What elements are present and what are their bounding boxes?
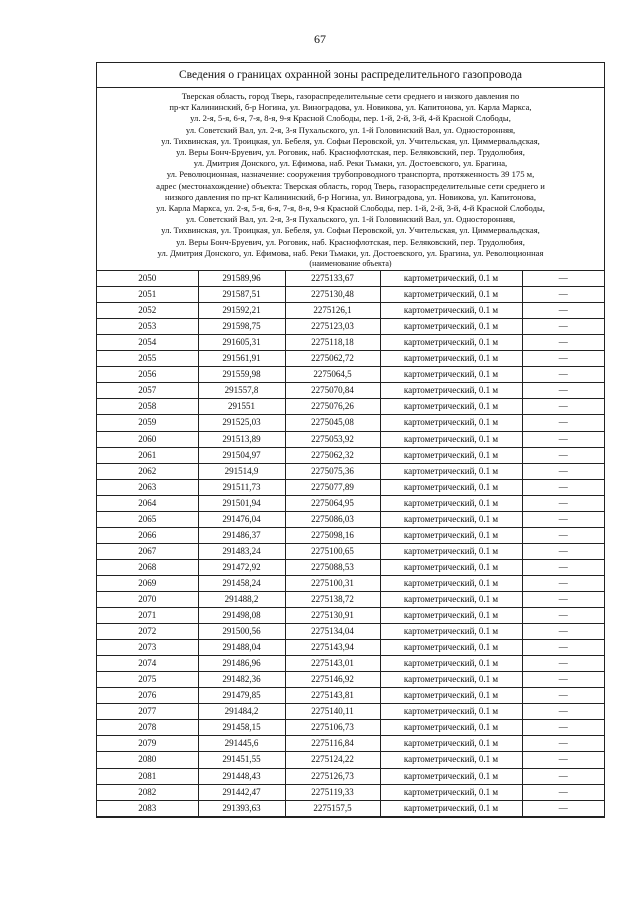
- method-cell: картометрический, 0.1 м: [380, 575, 522, 591]
- point-number-cell: 2061: [97, 447, 198, 463]
- y-coordinate-cell: 2275116,84: [285, 736, 380, 752]
- point-number-cell: 2056: [97, 367, 198, 383]
- method-cell: картометрический, 0.1 м: [380, 527, 522, 543]
- x-coordinate-cell: 291445,6: [198, 736, 285, 752]
- point-number-cell: 2064: [97, 495, 198, 511]
- method-cell: картометрический, 0.1 м: [380, 351, 522, 367]
- description-cell: —: [522, 608, 604, 624]
- x-coordinate-cell: 291472,92: [198, 559, 285, 575]
- y-coordinate-cell: 2275070,84: [285, 383, 380, 399]
- point-number-cell: 2062: [97, 463, 198, 479]
- point-number-cell: 2051: [97, 287, 198, 303]
- x-coordinate-cell: 291504,97: [198, 447, 285, 463]
- y-coordinate-cell: 2275123,03: [285, 319, 380, 335]
- point-number-cell: 2077: [97, 704, 198, 720]
- y-coordinate-cell: 2275134,04: [285, 624, 380, 640]
- method-cell: картометрический, 0.1 м: [380, 800, 522, 816]
- point-number-cell: 2072: [97, 624, 198, 640]
- description-cell: —: [522, 800, 604, 816]
- y-coordinate-cell: 2275100,31: [285, 575, 380, 591]
- x-coordinate-cell: 291483,24: [198, 543, 285, 559]
- point-number-cell: 2052: [97, 303, 198, 319]
- x-coordinate-cell: 291488,04: [198, 640, 285, 656]
- point-number-cell: 2076: [97, 688, 198, 704]
- y-coordinate-cell: 2275086,03: [285, 511, 380, 527]
- y-coordinate-cell: 2275140,11: [285, 704, 380, 720]
- description-cell: —: [522, 415, 604, 431]
- description-cell: —: [522, 463, 604, 479]
- point-number-cell: 2066: [97, 527, 198, 543]
- method-cell: картометрический, 0.1 м: [380, 431, 522, 447]
- method-cell: картометрический, 0.1 м: [380, 367, 522, 383]
- point-number-cell: 2079: [97, 736, 198, 752]
- method-cell: картометрический, 0.1 м: [380, 720, 522, 736]
- y-coordinate-cell: 2275100,65: [285, 543, 380, 559]
- table-row: [97, 511, 604, 527]
- description-cell: —: [522, 351, 604, 367]
- method-cell: картометрический, 0.1 м: [380, 656, 522, 672]
- coordinates-table: [97, 271, 604, 817]
- description-cell: —: [522, 527, 604, 543]
- point-number-cell: 2075: [97, 672, 198, 688]
- table-row: [97, 688, 604, 704]
- x-coordinate-cell: 291486,96: [198, 656, 285, 672]
- y-coordinate-cell: 2275045,08: [285, 415, 380, 431]
- method-cell: картометрический, 0.1 м: [380, 736, 522, 752]
- point-number-cell: 2067: [97, 543, 198, 559]
- x-coordinate-cell: 291513,89: [198, 431, 285, 447]
- table-row: [97, 351, 604, 367]
- x-coordinate-cell: 291551: [198, 399, 285, 415]
- table-row: [97, 303, 604, 319]
- point-number-cell: 2073: [97, 640, 198, 656]
- x-coordinate-cell: 291511,73: [198, 479, 285, 495]
- description-line: Тверская область, город Тверь, газораспределительные сети среднего и низкого давления по: [181, 91, 520, 101]
- description-line: низкого давления по пр-кт Калининский, б-р Ногина, ул. Виноградова, ул. Новикова, ул. Капитонова,: [165, 191, 536, 202]
- method-cell: картометрический, 0.1 м: [380, 624, 522, 640]
- y-coordinate-cell: 2275076,26: [285, 399, 380, 415]
- point-number-cell: 2050: [97, 271, 198, 287]
- point-number-cell: 2083: [97, 800, 198, 816]
- table-row: [97, 591, 604, 607]
- description-cell: —: [522, 495, 604, 511]
- y-coordinate-cell: 2275119,33: [285, 784, 380, 800]
- table-row: [97, 431, 604, 447]
- point-number-cell: 2069: [97, 575, 198, 591]
- y-coordinate-cell: 2275088,53: [285, 559, 380, 575]
- y-coordinate-cell: 2275053,92: [285, 431, 380, 447]
- table-row: [97, 479, 604, 495]
- table-row: [97, 672, 604, 688]
- y-coordinate-cell: 2275062,32: [285, 447, 380, 463]
- coordinates-table-body: [97, 271, 604, 816]
- description-cell: —: [522, 624, 604, 640]
- description-line: ул. Советский Вал, ул. 2-я, 3-я Пухальского, ул. 1-й Головинский Вал, ул. Односторонняя,: [185, 214, 516, 225]
- y-coordinate-cell: 2275126,73: [285, 768, 380, 784]
- description-cell: —: [522, 688, 604, 704]
- method-cell: картометрический, 0.1 м: [380, 543, 522, 559]
- x-coordinate-cell: 291557,8: [198, 383, 285, 399]
- table-row: [97, 287, 604, 303]
- x-coordinate-cell: 291479,85: [198, 688, 285, 704]
- table-row: [97, 608, 604, 624]
- description-line: ул. Дмитрия Донского, ул. Ефимова, наб. Реки Тьмаки, ул. Достоевского, ул. Брагина,: [193, 158, 508, 169]
- table-row: [97, 720, 604, 736]
- y-coordinate-cell: 2275143,01: [285, 656, 380, 672]
- method-cell: картометрический, 0.1 м: [380, 383, 522, 399]
- description-cell: —: [522, 704, 604, 720]
- point-number-cell: 2060: [97, 431, 198, 447]
- method-cell: картометрический, 0.1 м: [380, 768, 522, 784]
- table-row: [97, 383, 604, 399]
- point-number-cell: 2059: [97, 415, 198, 431]
- table-row: [97, 768, 604, 784]
- x-coordinate-cell: 291598,75: [198, 319, 285, 335]
- y-coordinate-cell: 2275143,81: [285, 688, 380, 704]
- object-name-caption: (наименование объекта): [309, 259, 392, 269]
- table-row: [97, 736, 604, 752]
- x-coordinate-cell: 291393,63: [198, 800, 285, 816]
- point-number-cell: 2078: [97, 720, 198, 736]
- y-coordinate-cell: 2275126,1: [285, 303, 380, 319]
- description-line: ул. Карла Маркса, ул. 2-я, 5-я, 6-я, 7-я, 8-я, 9-я Красной Слободы, пер. 1-й, 2-й, 3-й, 4-й Красной Слободы,: [156, 203, 545, 214]
- description-line: ул. Советский Вал, ул. 2-я, 3-я Пухальского, ул. 1-й Головинский Вал, ул. Односторонняя,: [185, 124, 516, 135]
- point-number-cell: 2063: [97, 479, 198, 495]
- description-cell: —: [522, 399, 604, 415]
- x-coordinate-cell: 291476,04: [198, 511, 285, 527]
- boundary-document: [96, 62, 605, 818]
- y-coordinate-cell: 2275124,22: [285, 752, 380, 768]
- description-cell: —: [522, 752, 604, 768]
- table-row: [97, 335, 604, 351]
- x-coordinate-cell: 291488,2: [198, 591, 285, 607]
- table-row: [97, 559, 604, 575]
- point-number-cell: 2053: [97, 319, 198, 335]
- y-coordinate-cell: 2275098,16: [285, 527, 380, 543]
- method-cell: картометрический, 0.1 м: [380, 287, 522, 303]
- y-coordinate-cell: 2275062,72: [285, 351, 380, 367]
- table-row: [97, 463, 604, 479]
- description-cell: —: [522, 447, 604, 463]
- point-number-cell: 2080: [97, 752, 198, 768]
- table-row: [97, 495, 604, 511]
- table-row: [97, 527, 604, 543]
- point-number-cell: 2065: [97, 511, 198, 527]
- x-coordinate-cell: 291525,03: [198, 415, 285, 431]
- method-cell: картометрический, 0.1 м: [380, 271, 522, 287]
- method-cell: картометрический, 0.1 м: [380, 415, 522, 431]
- x-coordinate-cell: 291589,96: [198, 271, 285, 287]
- y-coordinate-cell: 2275064,5: [285, 367, 380, 383]
- x-coordinate-cell: 291587,51: [198, 287, 285, 303]
- point-number-cell: 2057: [97, 383, 198, 399]
- page-number: 67: [314, 32, 326, 46]
- y-coordinate-cell: 2275064,95: [285, 495, 380, 511]
- x-coordinate-cell: 291482,36: [198, 672, 285, 688]
- description-cell: —: [522, 720, 604, 736]
- point-number-cell: 2074: [97, 656, 198, 672]
- description-cell: —: [522, 287, 604, 303]
- x-coordinate-cell: 291484,2: [198, 704, 285, 720]
- description-line: ул. Революционная, назначение: сооружения трубопроводного транспорта, протяженность 39 175 м,: [166, 169, 535, 180]
- table-row: [97, 704, 604, 720]
- table-row: [97, 656, 604, 672]
- description-line: адрес (местонахождение) объекта: Тверская область, город Тверь, газораспределительные сети среднего и: [156, 180, 545, 191]
- description-cell: —: [522, 575, 604, 591]
- method-cell: картометрический, 0.1 м: [380, 447, 522, 463]
- method-cell: картометрический, 0.1 м: [380, 591, 522, 607]
- method-cell: картометрический, 0.1 м: [380, 479, 522, 495]
- method-cell: картометрический, 0.1 м: [380, 704, 522, 720]
- method-cell: картометрический, 0.1 м: [380, 784, 522, 800]
- object-description: [97, 88, 604, 271]
- description-cell: —: [522, 736, 604, 752]
- table-row: [97, 800, 604, 816]
- y-coordinate-cell: 2275130,48: [285, 287, 380, 303]
- description-line: ул. Веры Бонч-Бруевич, ул. Роговик, наб. Краснофлотская, пер. Беляковский, пер. Трудолюбия,: [176, 236, 525, 247]
- description-line: пр-кт Калининский, б-р Ногина, ул. Виноградова, ул. Новикова, ул. Капитонова, ул. Карла Маркса,: [169, 102, 532, 113]
- x-coordinate-cell: 291561,91: [198, 351, 285, 367]
- description-cell: —: [522, 431, 604, 447]
- table-row: [97, 575, 604, 591]
- point-number-cell: 2081: [97, 768, 198, 784]
- description-cell: —: [522, 559, 604, 575]
- y-coordinate-cell: 2275146,92: [285, 672, 380, 688]
- method-cell: картометрический, 0.1 м: [380, 640, 522, 656]
- point-number-cell: 2082: [97, 784, 198, 800]
- y-coordinate-cell: 2275130,91: [285, 608, 380, 624]
- y-coordinate-cell: 2275106,73: [285, 720, 380, 736]
- x-coordinate-cell: 291486,37: [198, 527, 285, 543]
- document-title: Сведения о границах охранной зоны распределительного газопровода: [97, 63, 604, 88]
- description-cell: —: [522, 543, 604, 559]
- y-coordinate-cell: 2275133,67: [285, 271, 380, 287]
- table-row: [97, 447, 604, 463]
- point-number-cell: 2058: [97, 399, 198, 415]
- method-cell: картометрический, 0.1 м: [380, 399, 522, 415]
- method-cell: картометрический, 0.1 м: [380, 319, 522, 335]
- description-cell: —: [522, 591, 604, 607]
- description-line: ул. 2-я, 5-я, 6-я, 7-я, 8-я, 9-я Красной Слободы, пер. 1-й, 2-й, 3-й, 4-й Красной Слободы,: [190, 113, 511, 124]
- table-row: [97, 367, 604, 383]
- x-coordinate-cell: 291448,43: [198, 768, 285, 784]
- method-cell: картометрический, 0.1 м: [380, 495, 522, 511]
- description-line: ул. Дмитрия Донского, ул. Ефимова, наб. Реки Тьмаки, ул. Достоевского, ул. Брагина, ул. Революционная: [157, 247, 544, 258]
- point-number-cell: 2071: [97, 608, 198, 624]
- method-cell: картометрический, 0.1 м: [380, 463, 522, 479]
- table-row: [97, 399, 604, 415]
- description-line: ул. Тихвинская, ул. Троицкая, ул. Бебеля, ул. Софьи Перовской, ул. Учительская, ул. Циммервальдская,: [161, 135, 540, 146]
- x-coordinate-cell: 291605,31: [198, 335, 285, 351]
- method-cell: картометрический, 0.1 м: [380, 559, 522, 575]
- x-coordinate-cell: 291498,08: [198, 608, 285, 624]
- description-cell: —: [522, 672, 604, 688]
- y-coordinate-cell: 2275143,94: [285, 640, 380, 656]
- x-coordinate-cell: 291514,9: [198, 463, 285, 479]
- table-row: [97, 415, 604, 431]
- table-row: [97, 752, 604, 768]
- y-coordinate-cell: 2275118,18: [285, 335, 380, 351]
- description-cell: —: [522, 479, 604, 495]
- description-cell: —: [522, 319, 604, 335]
- x-coordinate-cell: 291458,15: [198, 720, 285, 736]
- method-cell: картометрический, 0.1 м: [380, 672, 522, 688]
- y-coordinate-cell: 2275138,72: [285, 591, 380, 607]
- point-number-cell: 2070: [97, 591, 198, 607]
- y-coordinate-cell: 2275077,89: [285, 479, 380, 495]
- y-coordinate-cell: 2275157,5: [285, 800, 380, 816]
- x-coordinate-cell: 291559,98: [198, 367, 285, 383]
- description-line: ул. Веры Бонч-Бруевич, ул. Роговик, наб. Краснофлотская, пер. Беляковский, пер. Трудолюбия,: [176, 147, 525, 158]
- description-cell: —: [522, 640, 604, 656]
- x-coordinate-cell: 291458,24: [198, 575, 285, 591]
- table-row: [97, 319, 604, 335]
- description-cell: —: [522, 271, 604, 287]
- point-number-cell: 2055: [97, 351, 198, 367]
- y-coordinate-cell: 2275075,36: [285, 463, 380, 479]
- method-cell: картометрический, 0.1 м: [380, 303, 522, 319]
- x-coordinate-cell: 291592,21: [198, 303, 285, 319]
- x-coordinate-cell: 291451,55: [198, 752, 285, 768]
- description-cell: —: [522, 511, 604, 527]
- description-cell: —: [522, 768, 604, 784]
- table-row: [97, 624, 604, 640]
- method-cell: картометрический, 0.1 м: [380, 608, 522, 624]
- description-cell: —: [522, 303, 604, 319]
- point-number-cell: 2054: [97, 335, 198, 351]
- x-coordinate-cell: 291442,47: [198, 784, 285, 800]
- description-cell: —: [522, 335, 604, 351]
- description-cell: —: [522, 656, 604, 672]
- method-cell: картометрический, 0.1 м: [380, 752, 522, 768]
- table-row: [97, 784, 604, 800]
- table-row: [97, 543, 604, 559]
- method-cell: картометрический, 0.1 м: [380, 688, 522, 704]
- point-number-cell: 2068: [97, 559, 198, 575]
- description-cell: —: [522, 383, 604, 399]
- x-coordinate-cell: 291500,56: [198, 624, 285, 640]
- description-line: ул. Тихвинская, ул. Троицкая, ул. Бебеля, ул. Софьи Перовской, ул. Учительская, ул. Циммервальдская,: [161, 225, 540, 236]
- method-cell: картометрический, 0.1 м: [380, 335, 522, 351]
- description-lines: [99, 91, 602, 259]
- table-row: [97, 640, 604, 656]
- table-row: [97, 271, 604, 287]
- description-cell: —: [522, 784, 604, 800]
- x-coordinate-cell: 291501,94: [198, 495, 285, 511]
- method-cell: картометрический, 0.1 м: [380, 511, 522, 527]
- description-cell: —: [522, 367, 604, 383]
